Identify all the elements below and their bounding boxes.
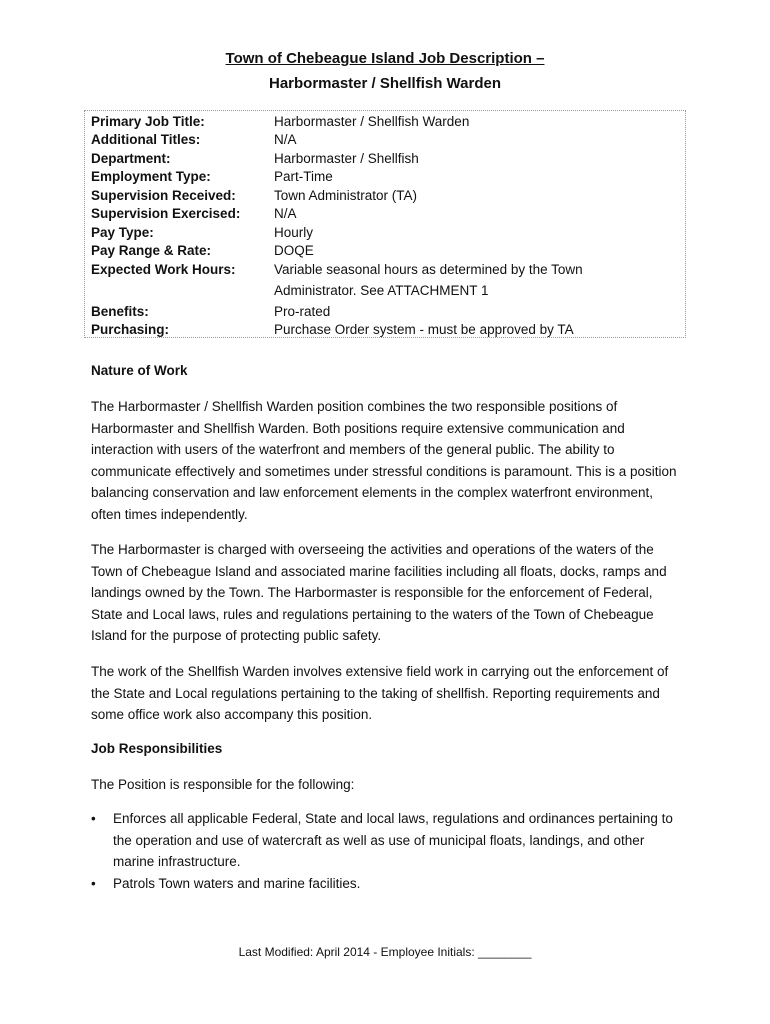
info-value-continuation: Administrator. See ATTACHMENT 1 <box>274 283 489 298</box>
info-label: Employment Type: <box>91 169 211 184</box>
info-value: N/A <box>274 206 297 221</box>
list-item-text: Patrols Town waters and marine facilities. <box>113 875 361 891</box>
section-heading-job-responsibilities: Job Responsibilities <box>91 741 223 756</box>
info-label: Department: <box>91 151 171 166</box>
info-value: N/A <box>274 132 297 147</box>
responsibilities-list <box>91 808 686 894</box>
job-info-table <box>84 110 686 338</box>
document-title-line2: Harbormaster / Shellfish Warden <box>268 75 501 92</box>
info-label: Supervision Exercised: <box>91 206 241 221</box>
bullet-icon: • <box>91 875 96 891</box>
info-label: Primary Job Title: <box>91 114 205 129</box>
info-label: Expected Work Hours: <box>91 262 236 277</box>
info-label: Pay Range & Rate: <box>91 243 212 258</box>
info-value: Purchase Order system - must be approved by TA <box>274 322 574 337</box>
info-label: Additional Titles: <box>91 132 201 147</box>
info-value: Town Administrator (TA) <box>274 188 418 203</box>
info-value: Part-Time <box>274 169 333 184</box>
info-value: Hourly <box>274 225 314 240</box>
info-label: Benefits: <box>91 304 149 319</box>
paragraph-harbormaster: The Harbormaster is charged with overseeing the activities and operations of the waters of the Town of Chebeague Island and associated marine facilities including all floats, docks, ramps and landings owned by the Town. The Harbormaster is responsible for the enforcement of Federal, State and Local laws, rules and regulations pertaining to the waters of the Town of Chebeague Island for the purpose of protecting public safety. <box>91 542 667 644</box>
info-value: Pro-rated <box>274 304 331 319</box>
info-value: Harbormaster / Shellfish <box>274 151 419 166</box>
list-item-text: Enforces all applicable Federal, State and local laws, regulations and ordinances pertaining to the operation and use of watercraft as well as use of municipal floats, landings, and other marine infrastructure. <box>113 811 673 870</box>
list-item <box>91 873 686 895</box>
info-label: Supervision Received: <box>91 188 236 203</box>
info-label: Purchasing: <box>91 322 170 337</box>
paragraph-shellfish-warden: The work of the Shellfish Warden involves extensive field work in carrying out the enforcement of the State and Local regulations pertaining to the taking of shellfish. Reporting requirements and some office work also accompany this position. <box>91 664 669 723</box>
document-title-line1: Town of Chebeague Island Job Description – <box>225 50 545 67</box>
info-value: Harbormaster / Shellfish Warden <box>274 114 470 129</box>
page-footer: Last Modified: April 2014 - Employee Initials: ________ <box>238 945 532 959</box>
info-value: DOQE <box>274 243 314 258</box>
paragraph-overview: The Harbormaster / Shellfish Warden position combines the two responsible positions of Harbormaster and Shellfish Warden. Both positions require extensive communication and interaction with users of the waterfront and members of the general public. The ability to communicate effectively and sometimes under stressful conditions is paramount. This is a position balancing conservation and law enforcement elements in the complex waterfront environment, often times independently. <box>91 399 677 522</box>
info-value: Variable seasonal hours as determined by the Town <box>274 262 583 277</box>
info-label: Pay Type: <box>91 225 154 240</box>
section-heading-nature-of-work: Nature of Work <box>91 363 188 378</box>
responsibilities-intro: The Position is responsible for the following: <box>91 777 355 792</box>
bullet-icon: • <box>91 811 96 826</box>
list-item <box>91 808 686 873</box>
